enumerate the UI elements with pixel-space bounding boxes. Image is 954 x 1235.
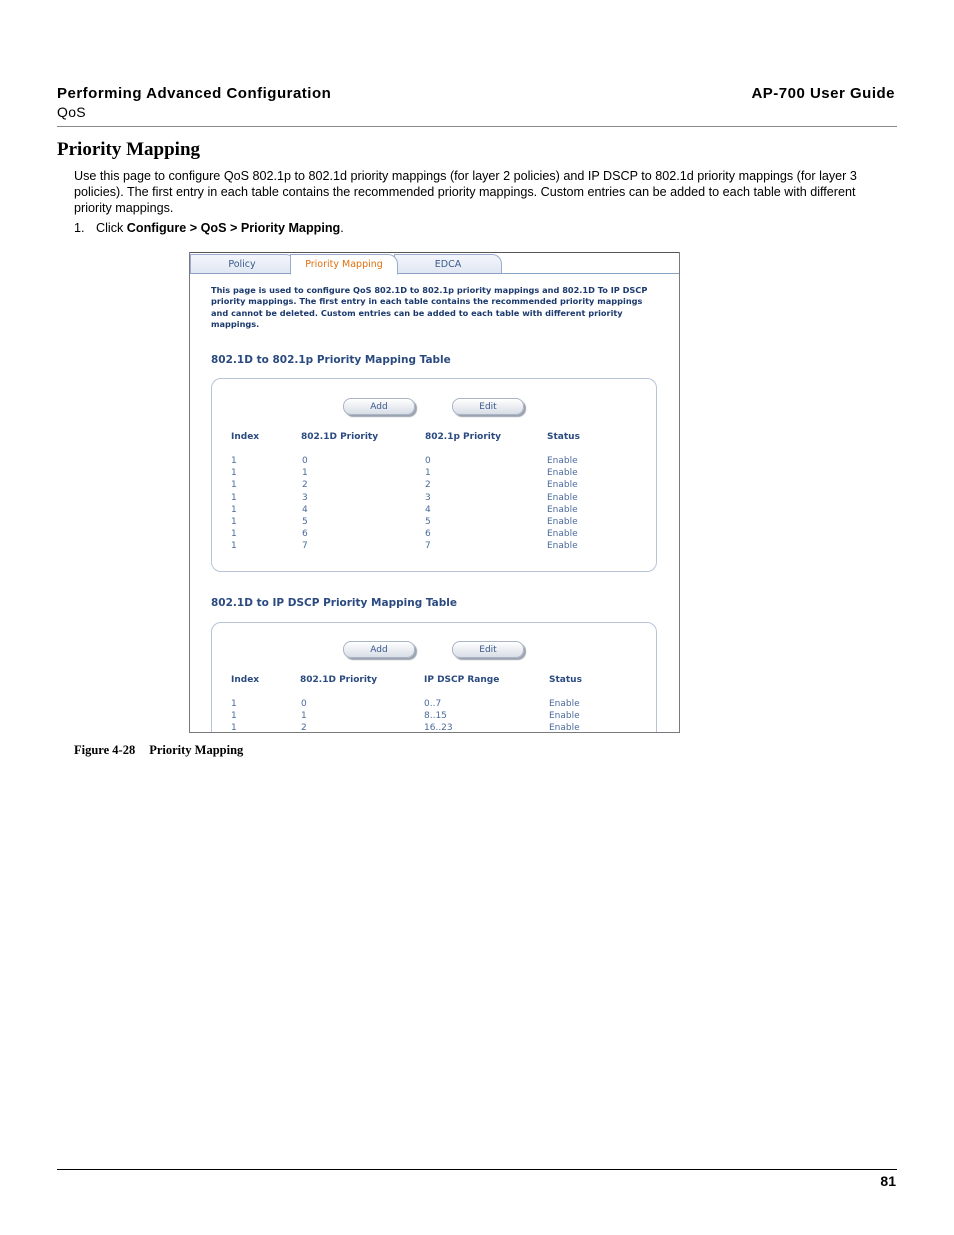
table1-cell: 4 [425, 504, 431, 515]
table1-cell: 0 [302, 456, 308, 466]
screen-description: This page is used to configure QoS 802.1D to 802.1p priority mappings and 802.1D To IP DSCP priority mappings. The first entry in each table contains the recommended priority mappings and cannot be deleted. Custom entries can be added to each table with different priority mappings. [211, 285, 648, 329]
table2-col-index: Index [231, 675, 260, 685]
table1-cell: 1 [231, 468, 237, 479]
table2-col-dscp-range: IP DSCP Range [424, 675, 500, 685]
table2-col-8021d: 802.1D Priority [300, 675, 378, 685]
table2-cell: 1 [231, 711, 237, 722]
table2-cell: 16..23 [424, 723, 453, 733]
table2-cell: Enable [549, 723, 580, 733]
table1-cell: 3 [425, 492, 431, 503]
guide-title: AP-700 User Guide [751, 85, 895, 102]
table1-cell: 4 [302, 504, 308, 515]
table1-cell: 2 [302, 480, 308, 491]
table1-cell: 1 [231, 492, 237, 503]
table2-cell: 2 [301, 723, 307, 733]
table1-col-8021d: 802.1D Priority [301, 432, 379, 442]
figure-number: Figure 4-28 [74, 743, 136, 757]
table1-edit-button[interactable]: Edit [452, 398, 524, 415]
table1-title: 802.1D to 802.1p Priority Mapping Table [211, 354, 451, 366]
table1-cell: 0 [425, 456, 431, 466]
step-suffix: . [340, 221, 344, 235]
table2-col-status: Status [549, 675, 582, 685]
table1-cell: 5 [302, 517, 308, 527]
table2-cell: 1 [301, 711, 307, 722]
table2-cell: 1 [231, 723, 237, 733]
tab-policy[interactable]: Policy [190, 254, 294, 274]
figure-title: Priority Mapping [149, 743, 244, 757]
table2-panel [211, 622, 657, 733]
tab-edca[interactable]: EDCA [394, 254, 502, 274]
step-prefix: Click [96, 221, 127, 235]
table1-panel [211, 378, 657, 572]
table1-cell: 1 [302, 468, 308, 479]
table1-cell: 6 [302, 529, 308, 540]
figure-screenshot [189, 252, 680, 733]
table1-cell: Enable [547, 504, 578, 515]
table1-col-8021p: 802.1p Priority [425, 432, 502, 442]
table2-edit-button[interactable]: Edit [452, 641, 524, 658]
table1-cell: Enable [547, 480, 578, 491]
table2-cell: Enable [549, 711, 580, 722]
table1-cell: 6 [425, 529, 431, 540]
table1-cell: 1 [231, 480, 237, 491]
page-number: 81 [880, 1173, 896, 1189]
table2-add-button[interactable]: Add [343, 641, 415, 658]
table1-cell: 2 [425, 480, 431, 491]
table1-cell: 5 [425, 517, 431, 527]
table1-cell: Enable [547, 517, 578, 527]
table2-cell: 8..15 [424, 711, 447, 722]
tab-bar-baseline [190, 273, 680, 274]
table1-cell: Enable [547, 492, 578, 503]
table1-cell: Enable [547, 456, 578, 466]
step-menu-path: Configure > QoS > Priority Mapping [126, 221, 341, 235]
table1-cell: Enable [547, 529, 578, 540]
table1-cell: 1 [231, 541, 237, 552]
table1-cell: 3 [302, 492, 308, 503]
table1-cell: 1 [425, 468, 431, 479]
table1-add-button[interactable]: Add [343, 398, 415, 415]
figure-caption [74, 743, 243, 758]
step-1 [74, 221, 344, 235]
table1-cell: 1 [231, 517, 237, 527]
table1-cell: Enable [547, 541, 578, 552]
intro-paragraph: Use this page to configure QoS 802.1p to 802.1d priority mappings (for layer 2 policies) and IP DSCP to 802.1d priority mappings (for layer 3 policies). The first entry in each table contains the recommended priority mappings. Custom entries can be added to each table with different priority mappings. [74, 169, 857, 215]
table1-cell: 1 [231, 529, 237, 540]
section-name: QoS [57, 104, 86, 120]
table2-cell: 1 [231, 699, 237, 709]
tab-bar [190, 252, 680, 275]
table2-cell: 0..7 [424, 699, 442, 709]
table1-cell: 1 [231, 456, 237, 466]
table1-col-index: Index [231, 432, 260, 442]
header-divider [57, 126, 897, 127]
table1-col-status: Status [547, 432, 580, 442]
chapter-title: Performing Advanced Configuration [57, 85, 332, 102]
table1-cell: 7 [302, 541, 308, 552]
section-title: Priority Mapping [57, 139, 201, 160]
table2-cell: Enable [549, 699, 580, 709]
table1-cell: Enable [547, 468, 578, 479]
table2-title: 802.1D to IP DSCP Priority Mapping Table [211, 597, 457, 609]
step-number: 1. [74, 221, 85, 235]
footer-divider [57, 1169, 897, 1170]
table1-cell: 1 [231, 504, 237, 515]
table1-cell: 7 [425, 541, 431, 552]
table2-cell: 0 [301, 699, 307, 709]
tab-priority-mapping[interactable]: Priority Mapping [290, 254, 398, 275]
